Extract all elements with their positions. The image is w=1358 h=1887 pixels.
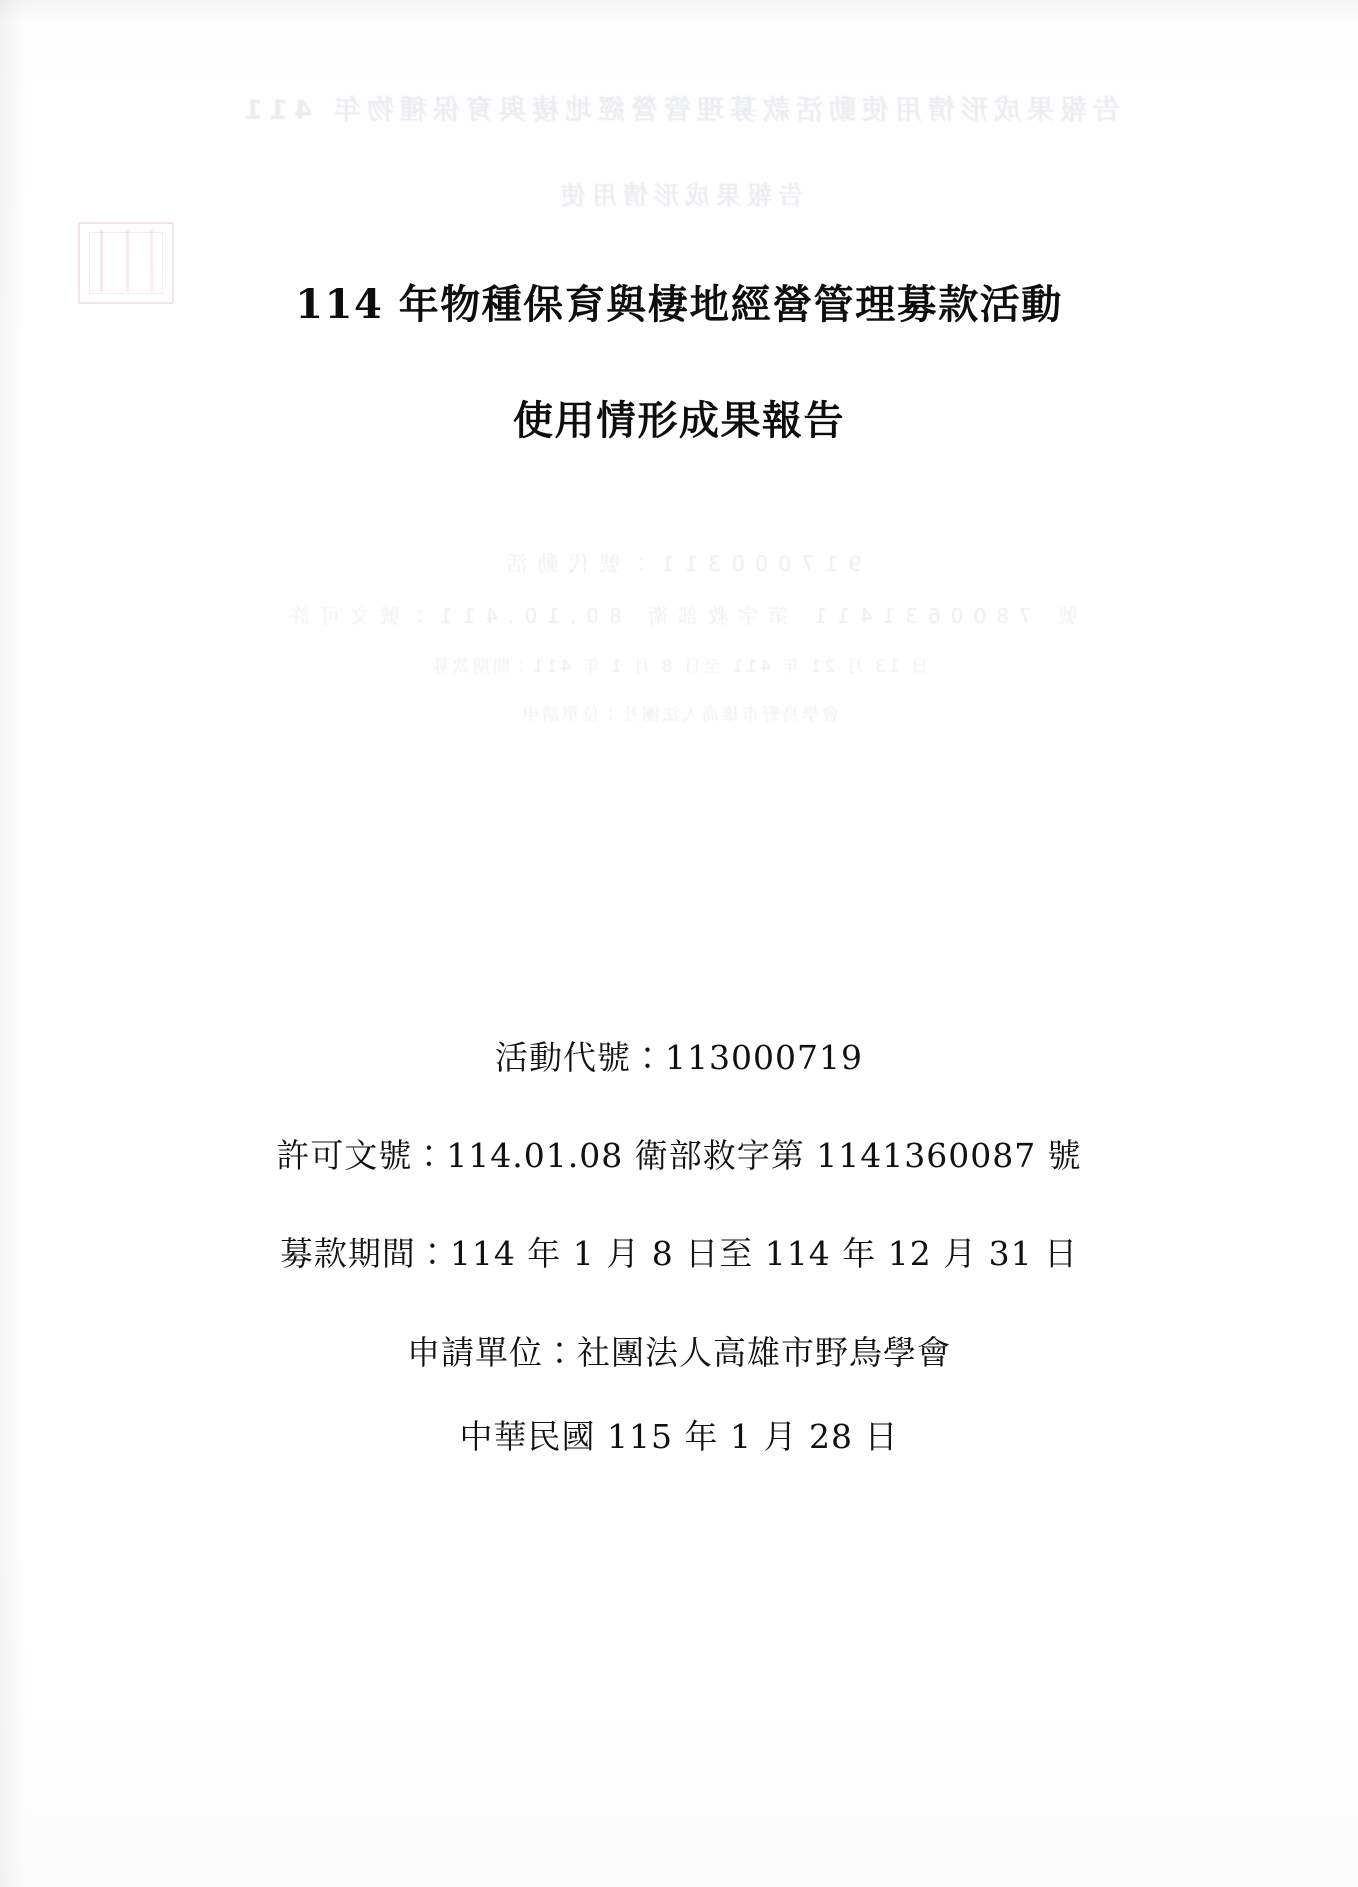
document-title [0, 278, 1358, 448]
show-through-line-3: 917000311：號代動活 [496, 552, 862, 576]
title-line-2: 使用情形成果報告 [513, 397, 845, 444]
report-date: 中華民國 115 年 1 月 28 日 [459, 1416, 899, 1456]
fundraising-period: 募款期間：114 年 1 月 8 日至 114 年 12 月 31 日 [279, 1234, 1079, 1274]
show-through-line-2: 告報果成形情用使 [555, 181, 804, 210]
permit-number: 許可文號：114.01.08 衛部救字第 1141360087 號 [276, 1136, 1082, 1176]
show-through-line-1: 告報果成形情用使動活款募理管營經地棲與育保種物年 411 [238, 95, 1120, 126]
title-line-1: 114 年物種保育與棲地經營管理募款活動 [295, 281, 1063, 328]
document-metadata [0, 1035, 1358, 1460]
activity-code: 活動代號：113000719 [495, 1038, 863, 1077]
show-through-line-5: 日 13 月 21 年 411 至日 8 月 1 年 411：間期款募 [429, 657, 929, 677]
applicant-organization: 申請單位：社團法人高雄市野鳥學會 [407, 1332, 951, 1372]
show-through-line-4: 號 7800631411 第字救部衛 80.10.411：號文可許 [279, 604, 1079, 628]
show-through-line-6: 會學鳥野市雄高人法團社：位單請申 [519, 705, 839, 725]
